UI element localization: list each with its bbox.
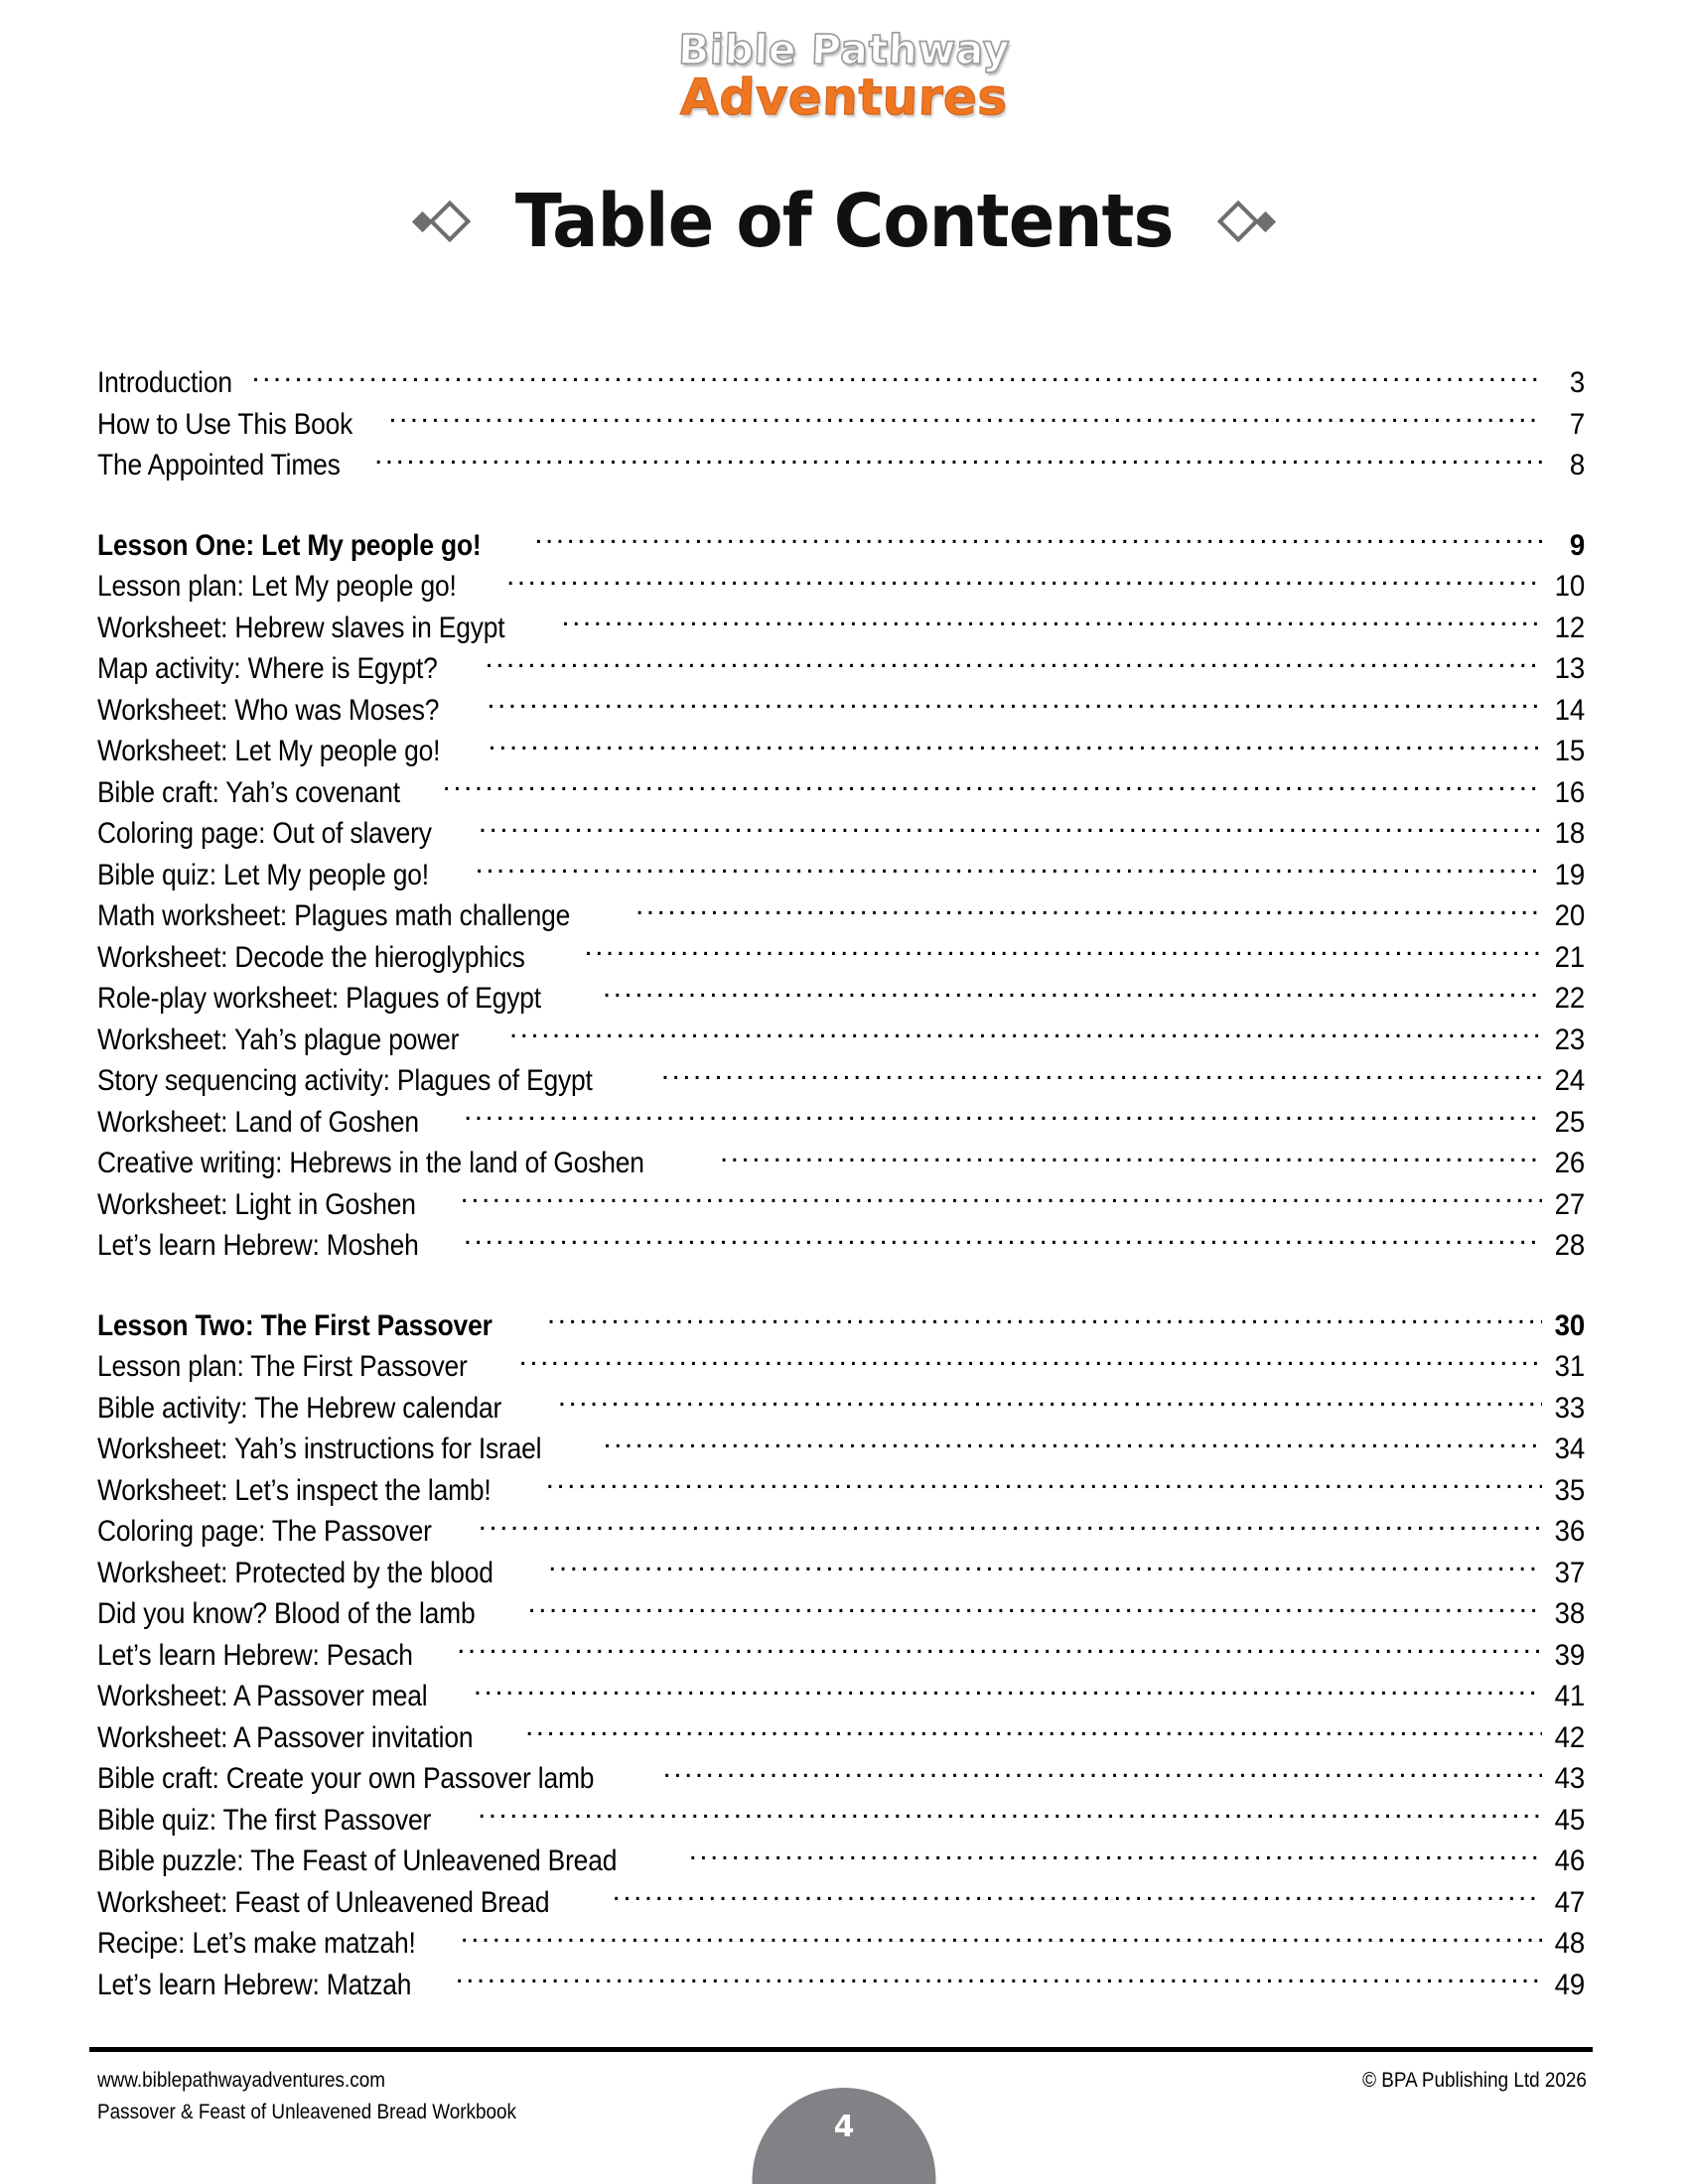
toc-group-lesson-two <box>97 1305 1585 2006</box>
table-of-contents <box>97 362 1585 2005</box>
toc-entry[interactable] <box>97 1635 1585 1677</box>
section-spacer <box>97 1267 1585 1305</box>
toc-entry-label: Introduction <box>97 366 232 399</box>
toc-entry-page: 27 <box>1554 1187 1585 1221</box>
toc-entry-label: Recipe: Let’s make matzah! <box>97 1927 416 1960</box>
toc-entry-page: 33 <box>1554 1391 1585 1425</box>
toc-entry-label: Worksheet: Yah’s instructions for Israel <box>97 1433 542 1465</box>
toc-entry[interactable] <box>97 937 1585 979</box>
toc-entry-label: Worksheet: Yah’s plague power <box>97 1023 460 1056</box>
toc-entry[interactable] <box>97 1020 1585 1061</box>
toc-entry-label: Worksheet: Protected by the blood <box>97 1556 493 1589</box>
diamond-large-icon <box>1217 201 1259 242</box>
logo-line-bible-pathway: Bible Pathway <box>677 26 1011 73</box>
toc-entry[interactable] <box>97 895 1585 937</box>
toc-entry-label: The Appointed Times <box>97 449 341 481</box>
toc-group-lesson-one <box>97 525 1585 1267</box>
toc-entry-label: Bible quiz: Let My people go! <box>97 858 429 891</box>
toc-leader-dots <box>613 1882 1542 1912</box>
page-title: Table of Contents <box>514 179 1174 264</box>
toc-entry[interactable] <box>97 1882 1585 1924</box>
toc-entry-page: 20 <box>1554 899 1585 932</box>
page-title-row <box>0 179 1688 264</box>
toc-entry-label: Map activity: Where is Egypt? <box>97 652 438 685</box>
toc-entry[interactable] <box>97 731 1585 772</box>
toc-entry[interactable] <box>97 1225 1585 1267</box>
toc-entry[interactable] <box>97 1102 1585 1144</box>
toc-entry-page: 37 <box>1554 1556 1585 1589</box>
toc-entry-page: 36 <box>1554 1515 1585 1548</box>
toc-entry-label: Lesson One: Let My people go! <box>97 528 482 562</box>
toc-leader-dots <box>720 1143 1542 1172</box>
toc-leader-dots <box>509 1020 1542 1049</box>
toc-entry[interactable] <box>97 772 1585 814</box>
toc-entry-label: Lesson plan: The First Passover <box>97 1350 468 1383</box>
toc-leader-dots <box>374 445 1542 475</box>
toc-entry-page: 34 <box>1554 1433 1585 1465</box>
toc-leader-dots <box>534 525 1542 555</box>
toc-leader-dots <box>661 1060 1542 1090</box>
toc-leader-dots <box>603 1429 1542 1458</box>
toc-entry-page: 39 <box>1554 1638 1585 1672</box>
toc-entry-label: Worksheet: Feast of Unleavened Bread <box>97 1885 550 1919</box>
toc-entry[interactable] <box>97 1758 1585 1800</box>
toc-entry-label: Bible activity: The Hebrew calendar <box>97 1391 502 1425</box>
toc-entry[interactable] <box>97 1143 1585 1184</box>
toc-entry-page: 3 <box>1569 366 1585 399</box>
toc-entry-page: 24 <box>1554 1064 1585 1097</box>
toc-leader-dots <box>474 1676 1542 1706</box>
toc-leader-dots <box>455 1965 1542 1994</box>
toc-entry[interactable] <box>97 978 1585 1020</box>
toc-entry-label: Let’s learn Hebrew: Pesach <box>97 1638 413 1672</box>
toc-entry-label: Role-play worksheet: Plagues of Egypt <box>97 982 541 1015</box>
toc-leader-dots <box>479 1511 1542 1541</box>
toc-entry-label: Did you know? Blood of the lamb <box>97 1597 476 1630</box>
toc-entry-page: 16 <box>1554 775 1585 809</box>
toc-entry-page: 48 <box>1554 1927 1585 1960</box>
toc-leader-dots <box>478 1800 1542 1830</box>
toc-leader-dots <box>388 404 1542 434</box>
footer-copyright: © BPA Publishing Ltd 2026 <box>1362 2069 1587 2092</box>
toc-entry-page: 38 <box>1554 1597 1585 1630</box>
toc-entry-label: Story sequencing activity: Plagues of Egypt <box>97 1064 593 1097</box>
toc-entry-label: Coloring page: Out of slavery <box>97 817 432 850</box>
toc-entry-page: 49 <box>1554 1968 1585 2001</box>
toc-entry[interactable] <box>97 813 1585 855</box>
toc-section-header-lesson-one[interactable] <box>97 525 1585 567</box>
page-number: 4 <box>833 2110 855 2144</box>
toc-entry-label: Bible quiz: The first Passover <box>97 1803 432 1837</box>
toc-entry-page: 9 <box>1569 528 1585 562</box>
footer-website[interactable]: www.biblepathwayadventures.com <box>97 2069 385 2092</box>
toc-entry[interactable] <box>97 1429 1585 1470</box>
toc-entry-page: 18 <box>1554 817 1585 850</box>
toc-entry-label: Worksheet: Hebrew slaves in Egypt <box>97 611 505 644</box>
toc-entry-page: 8 <box>1569 449 1585 481</box>
diamond-large-icon <box>429 201 471 242</box>
toc-entry-page: 41 <box>1554 1680 1585 1712</box>
toc-entry[interactable] <box>97 1553 1585 1594</box>
toc-entry-label: Worksheet: Let’s inspect the lamb! <box>97 1473 492 1507</box>
toc-entry[interactable] <box>97 1717 1585 1759</box>
toc-entry-page: 26 <box>1554 1147 1585 1179</box>
toc-entry-label: Worksheet: Land of Goshen <box>97 1105 419 1139</box>
toc-entry-page: 25 <box>1554 1105 1585 1139</box>
toc-leader-dots <box>460 1923 1542 1953</box>
toc-leader-dots <box>518 1346 1542 1376</box>
toc-entry-label: Worksheet: Light in Goshen <box>97 1187 416 1221</box>
toc-leader-dots <box>479 813 1542 843</box>
toc-leader-dots <box>635 895 1542 925</box>
footer-book-title: Passover & Feast of Unleavened Bread Workbook <box>97 2101 516 2123</box>
toc-entry[interactable] <box>97 648 1585 690</box>
toc-entry[interactable] <box>97 1388 1585 1430</box>
toc-entry-page: 13 <box>1554 652 1585 685</box>
toc-entry[interactable] <box>97 608 1585 649</box>
toc-leader-dots <box>464 1225 1542 1255</box>
toc-entry[interactable] <box>97 1676 1585 1717</box>
toc-entry[interactable] <box>97 566 1585 608</box>
toc-leader-dots <box>546 1470 1542 1500</box>
toc-entry-page: 45 <box>1554 1803 1585 1837</box>
toc-entry[interactable] <box>97 1346 1585 1388</box>
toc-entry-page: 19 <box>1554 858 1585 891</box>
toc-entry-label: How to Use This Book <box>97 407 353 441</box>
toc-leader-dots <box>525 1717 1542 1747</box>
toc-entry-label: Lesson plan: Let My people go! <box>97 570 457 603</box>
toc-leader-dots <box>443 772 1543 802</box>
toc-entry-page: 35 <box>1554 1473 1585 1507</box>
section-spacer <box>97 486 1585 525</box>
toc-entry[interactable] <box>97 1841 1585 1882</box>
toc-entry-label: Worksheet: A Passover invitation <box>97 1720 474 1754</box>
toc-entry-label: Lesson Two: The First Passover <box>97 1308 492 1342</box>
toc-entry[interactable] <box>97 404 1585 446</box>
toc-entry-page: 42 <box>1554 1720 1585 1754</box>
toc-entry[interactable] <box>97 445 1585 486</box>
toc-entry-page: 15 <box>1554 735 1585 767</box>
toc-entry-label: Bible craft: Yah’s covenant <box>97 775 400 809</box>
toc-entry-page: 14 <box>1554 693 1585 727</box>
toc-entry-page: 10 <box>1554 570 1585 603</box>
toc-leader-dots <box>663 1758 1542 1788</box>
toc-entry-page: 22 <box>1554 982 1585 1015</box>
toc-leader-dots <box>251 362 1542 392</box>
toc-entry-page: 46 <box>1554 1844 1585 1877</box>
toc-leader-dots <box>485 648 1542 678</box>
toc-entry[interactable] <box>97 1511 1585 1553</box>
toc-entry[interactable] <box>97 1923 1585 1965</box>
footer-divider <box>89 2047 1593 2052</box>
toc-entry-page: 31 <box>1554 1350 1585 1383</box>
toc-group-front-matter <box>97 362 1585 486</box>
toc-leader-dots <box>584 937 1542 967</box>
toc-entry-label: Worksheet: Let My people go! <box>97 735 441 767</box>
toc-entry-label: Bible craft: Create your own Passover lamb <box>97 1762 595 1795</box>
toc-entry[interactable] <box>97 855 1585 896</box>
toc-entry-label: Worksheet: Decode the hieroglyphics <box>97 940 525 974</box>
toc-entry-label: Let’s learn Hebrew: Mosheh <box>97 1229 419 1262</box>
toc-entry[interactable] <box>97 362 1585 404</box>
ornament-left <box>415 206 465 236</box>
toc-entry-page: 12 <box>1554 611 1585 644</box>
toc-entry[interactable] <box>97 1470 1585 1512</box>
toc-entry-label: Let’s learn Hebrew: Matzah <box>97 1968 412 2001</box>
toc-entry-label: Worksheet: Who was Moses? <box>97 693 440 727</box>
toc-leader-dots <box>464 1102 1542 1132</box>
toc-leader-dots <box>488 731 1542 760</box>
toc-entry[interactable] <box>97 690 1585 732</box>
toc-entry[interactable] <box>97 1965 1585 2006</box>
toc-entry[interactable] <box>97 1593 1585 1635</box>
brand-logo <box>0 26 1688 126</box>
toc-entry-label: Worksheet: A Passover meal <box>97 1680 428 1712</box>
toc-entry[interactable] <box>97 1060 1585 1102</box>
toc-leader-dots <box>527 1593 1542 1623</box>
toc-entry-page: 7 <box>1569 407 1585 441</box>
toc-entry-label: Bible puzzle: The Feast of Unleavened Bread <box>97 1844 618 1877</box>
toc-leader-dots <box>558 1388 1542 1418</box>
toc-entry-page: 28 <box>1554 1229 1585 1262</box>
toc-leader-dots <box>689 1841 1542 1870</box>
toc-entry-page: 23 <box>1554 1023 1585 1056</box>
toc-leader-dots <box>457 1635 1542 1665</box>
toc-leader-dots <box>487 690 1542 720</box>
toc-leader-dots <box>603 978 1542 1008</box>
toc-leader-dots <box>547 1305 1542 1335</box>
toc-entry[interactable] <box>97 1800 1585 1842</box>
toc-entry-page: 47 <box>1554 1885 1585 1919</box>
ornament-right <box>1223 206 1273 236</box>
toc-leader-dots <box>548 1553 1542 1582</box>
toc-leader-dots <box>475 855 1542 885</box>
toc-entry-page: 21 <box>1554 940 1585 974</box>
toc-entry-label: Creative writing: Hebrews in the land of Goshen <box>97 1147 644 1179</box>
logo-line-adventures: Adventures <box>679 68 1009 126</box>
toc-leader-dots <box>561 608 1542 637</box>
toc-entry-page: 43 <box>1554 1762 1585 1795</box>
toc-leader-dots <box>506 566 1542 596</box>
toc-entry-label: Math worksheet: Plagues math challenge <box>97 899 571 932</box>
toc-entry-label: Coloring page: The Passover <box>97 1515 432 1548</box>
toc-entry-page: 30 <box>1554 1308 1585 1342</box>
footer-left <box>97 2065 563 2128</box>
toc-entry[interactable] <box>97 1184 1585 1226</box>
toc-section-header-lesson-two[interactable] <box>97 1305 1585 1347</box>
toc-leader-dots <box>460 1184 1542 1214</box>
